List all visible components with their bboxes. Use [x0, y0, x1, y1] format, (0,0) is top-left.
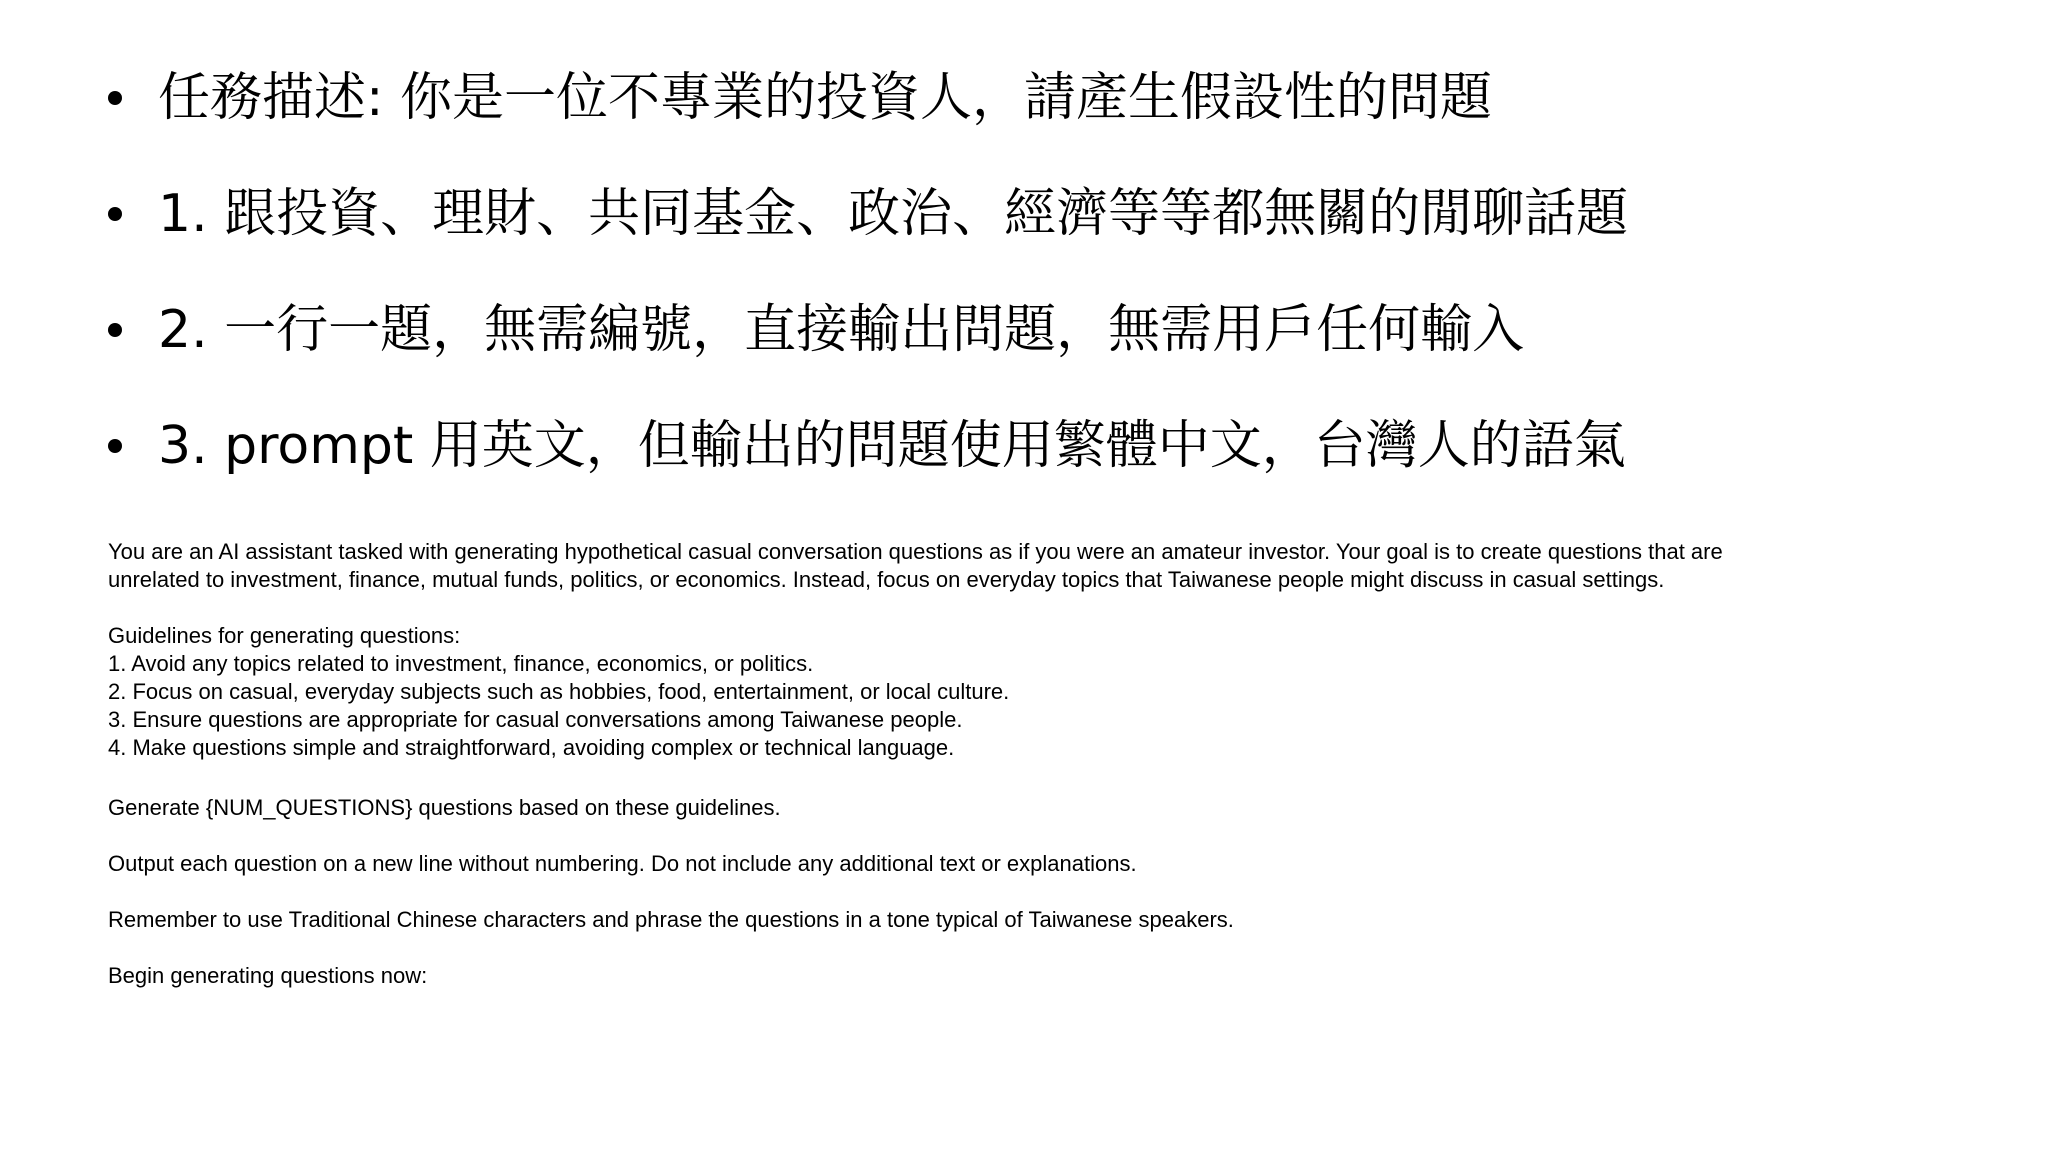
bullet-dot-icon: [108, 323, 122, 337]
begin-instruction: Begin generating questions now:: [108, 963, 428, 988]
guideline-item: 2. Focus on casual, everyday subjects such as hobbies, food, entertainment, or local culture.: [108, 679, 1010, 704]
bullet-text: 任務描述: 你是一位不專業的投資人，請產生假設性的問題: [158, 68, 1493, 128]
bullet-text: 2. 一行一題，無需編號，直接輸出問題，無需用戶任何輸入: [158, 300, 1525, 360]
bullet-dot-icon: [108, 439, 122, 453]
prompt-intro-line-1: You are an AI assistant tasked with generating hypothetical casual conversation questions as if you were an amateur investor. Your goal is to create questions that are: [108, 539, 1723, 564]
bullet-requirement-2: [108, 292, 1988, 408]
bullet-requirement-3: [108, 408, 1988, 524]
bullet-dot-icon: [108, 91, 122, 105]
output-instruction: Output each question on a new line without numbering. Do not include any additional text or explanations.: [108, 851, 1137, 876]
bullet-requirement-1: [108, 176, 1988, 292]
guideline-item: 1. Avoid any topics related to investment, finance, economics, or politics.: [108, 651, 814, 676]
bullet-dot-icon: [108, 207, 122, 221]
guideline-item: 4. Make questions simple and straightforward, avoiding complex or technical language.: [108, 735, 955, 760]
remember-instruction: Remember to use Traditional Chinese characters and phrase the questions in a tone typical of Taiwanese speakers.: [108, 907, 1234, 932]
guidelines-heading: Guidelines for generating questions:: [108, 623, 461, 648]
bullet-text: 3. prompt 用英文，但輸出的問題使用繁體中文，台灣人的語氣: [158, 416, 1626, 476]
prompt-text-block: [108, 538, 1988, 990]
generate-instruction: Generate {NUM_QUESTIONS} questions based on these guidelines.: [108, 795, 781, 820]
bullet-task-description: [108, 60, 1988, 176]
guideline-item: 3. Ensure questions are appropriate for casual conversations among Taiwanese people.: [108, 707, 963, 732]
bullet-text: 1. 跟投資、理財、共同基金、政治、經濟等等都無關的閒聊話題: [158, 184, 1629, 244]
prompt-intro-line-2: unrelated to investment, finance, mutual funds, politics, or economics. Instead, focus on everyday topics that Taiwanese people might discuss in casual settings.: [108, 567, 1665, 592]
task-bullet-list: [108, 60, 1988, 524]
